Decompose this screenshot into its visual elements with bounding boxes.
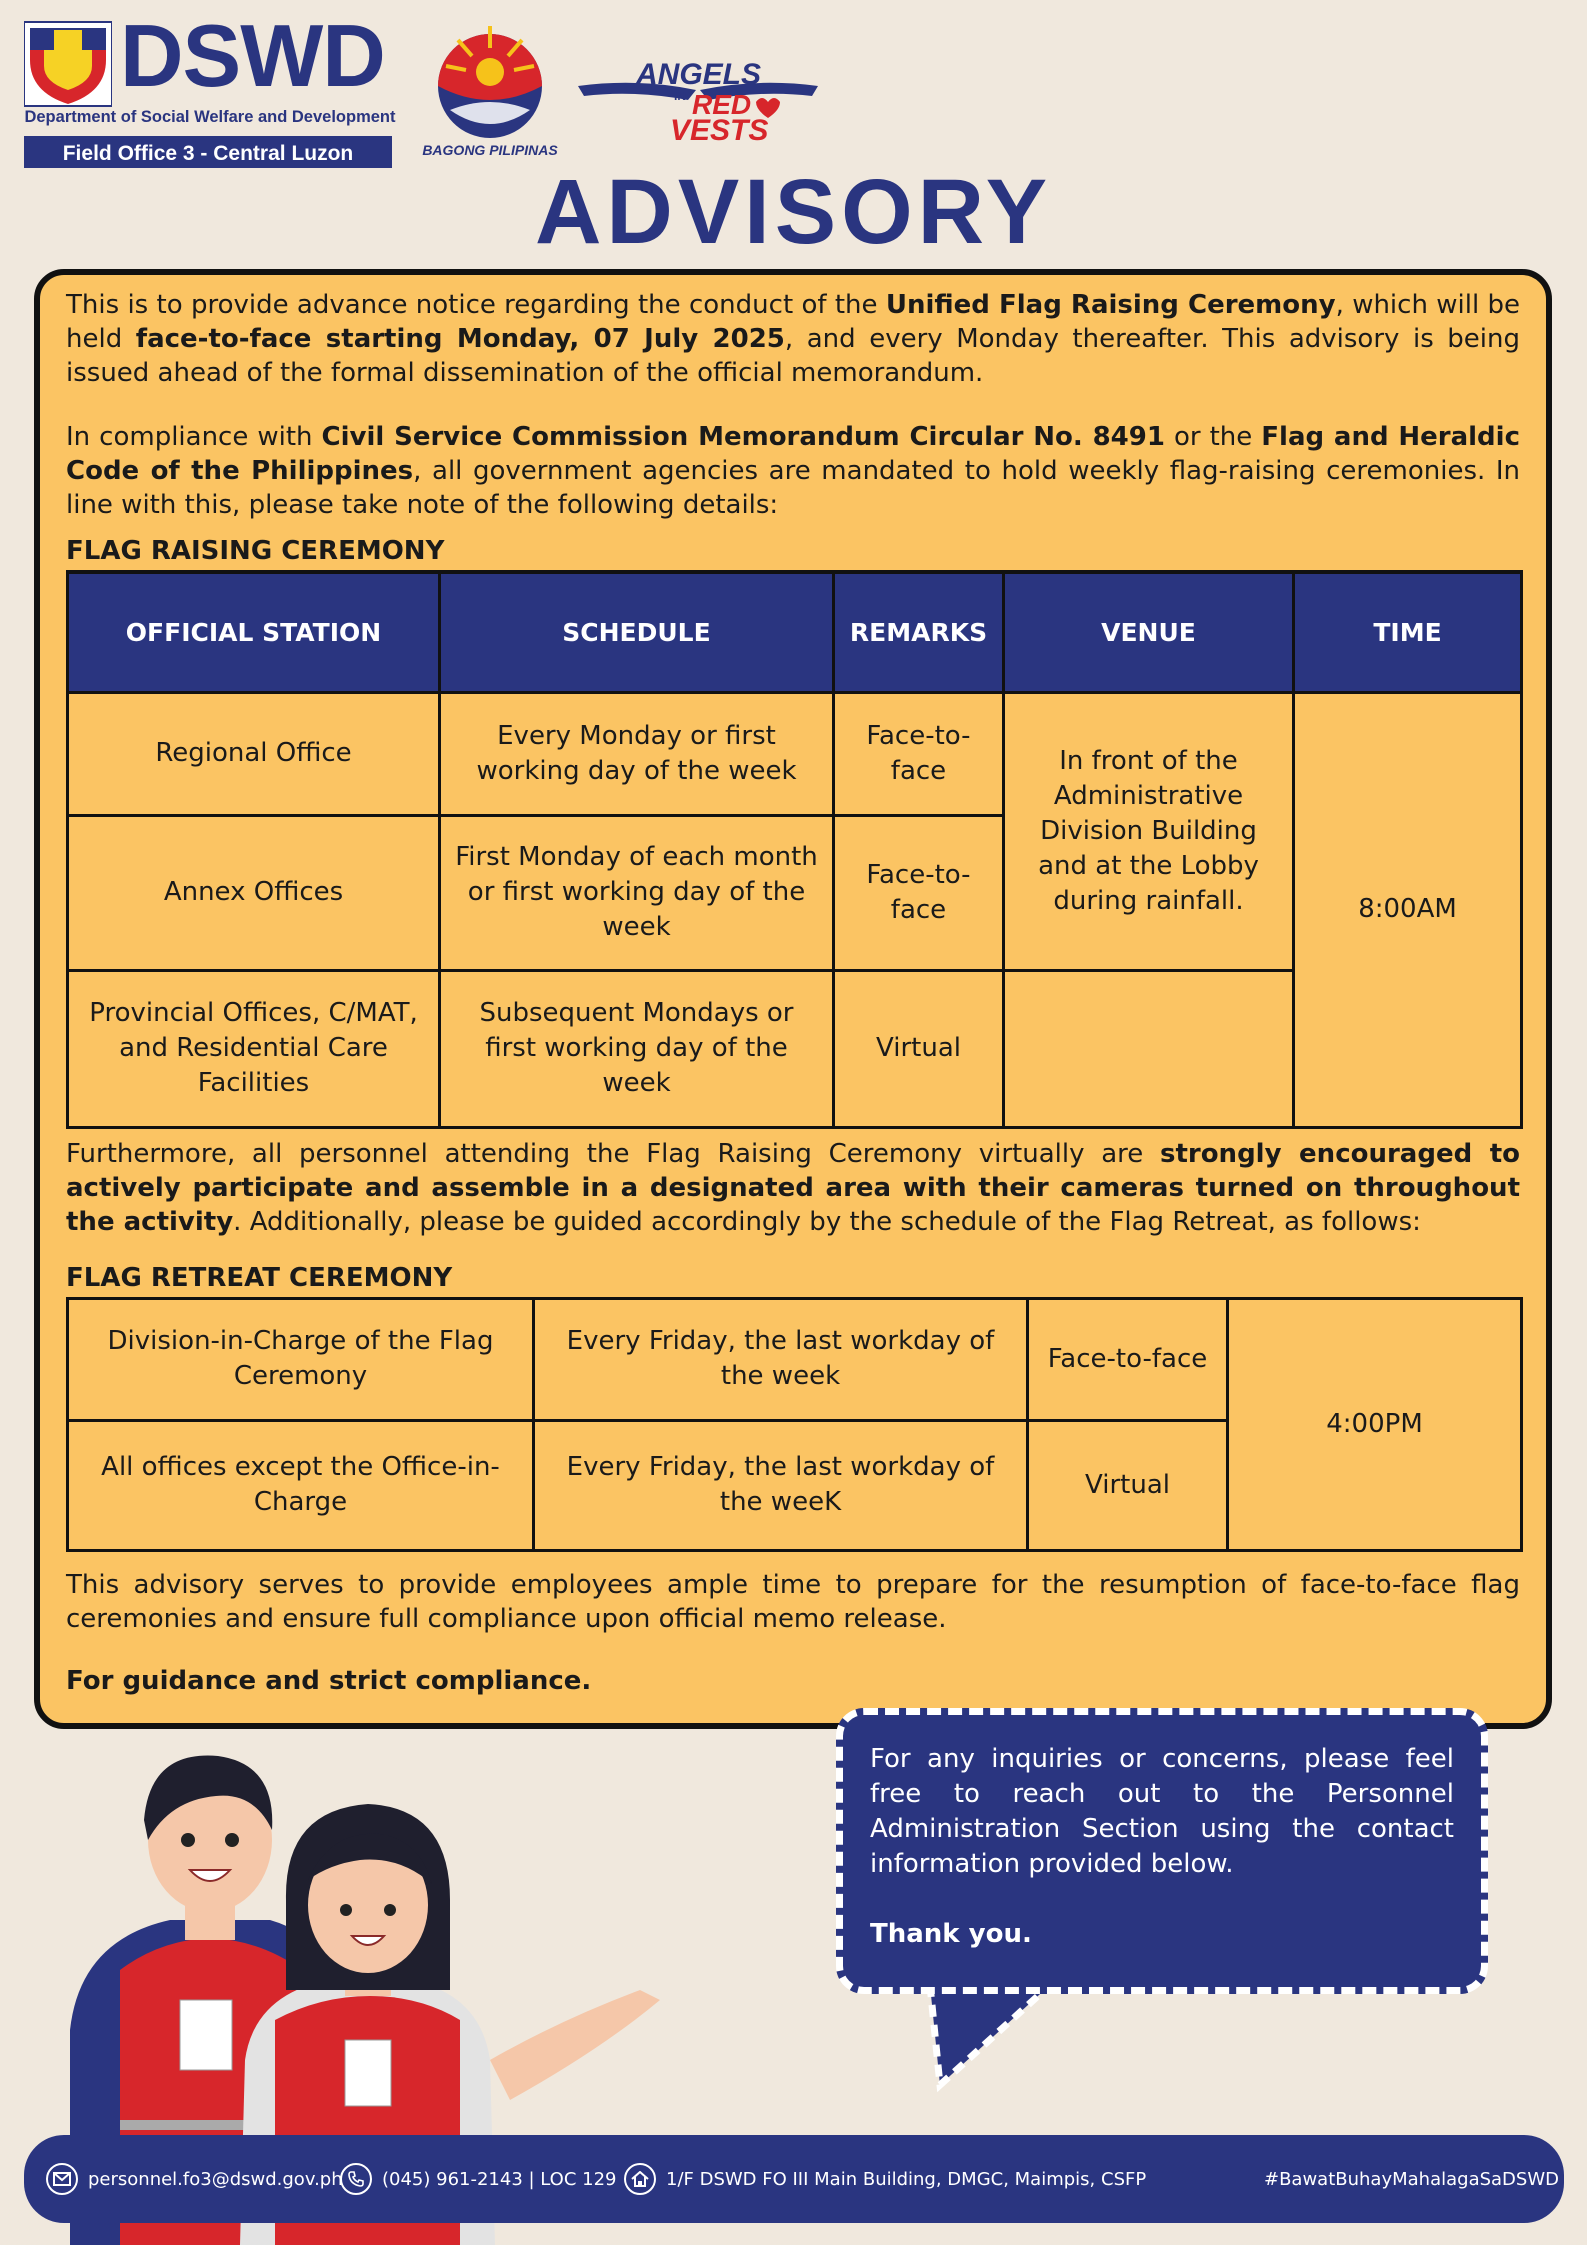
header-venue: VENUE [1004, 572, 1294, 692]
footer-hashtag [1264, 2135, 1559, 2223]
advisory-title: ADVISORY [534, 161, 1053, 263]
field-office-label: Field Office 3 - Central Luzon [24, 136, 392, 168]
header-remarks: REMARKS [834, 572, 1004, 692]
dswd-department-name: Department of Social Welfare and Development [24, 108, 396, 126]
thank-you-text: Thank you. [870, 1919, 1032, 1949]
flag-raising-table [66, 570, 1523, 1129]
station-cell: Provincial Offices, C/MAT, and Residential Care Facilities [68, 970, 440, 1127]
remarks-cell: Virtual [834, 970, 1004, 1127]
time-cell: 4:00PM [1228, 1298, 1522, 1550]
station-cell: All offices except the Office-in-Charge [68, 1420, 534, 1550]
schedule-cell: Every Monday or first working day of the week [440, 692, 834, 815]
intro-paragraph-1: This is to provide advance notice regarding the conduct of the Unified Flag Raising Ceremony, which will be held face-to-face starting Monday, 07 July 2025, and every Monday thereafter. This advisory is being issued ahead of the formal dissemination of the official memorandum. [66, 290, 1521, 388]
schedule-cell: Subsequent Mondays or first working day of the week [440, 970, 834, 1127]
svg-text:ANGELS: ANGELS [636, 58, 762, 91]
address-text: 1/F DSWD FO III Main Building, DMGC, Maimpis, CSFP [666, 2168, 1147, 2190]
schedule-cell: Every Friday, the last workday of the week [534, 1298, 1028, 1420]
footer-address [624, 2135, 1146, 2223]
footer-email[interactable] [46, 2135, 343, 2223]
bubble-tail [900, 1985, 1060, 2095]
remarks-cell: Face-to-face [834, 815, 1004, 970]
contact-footer [24, 2135, 1564, 2223]
schedule-cell: First Monday of each month or first working day of the week [440, 815, 834, 970]
intro-paragraph-2: In compliance with Civil Service Commission Memorandum Circular No. 8491 or the Flag and Heraldic Code of the Philippines, all government agencies are mandated to hold weekly flag-raising ceremonies. In line with this, please take note of the following details: [66, 422, 1520, 520]
home-icon [624, 2163, 656, 2195]
dswd-flag-icon [24, 20, 112, 108]
email-text: personnel.fo3@dswd.gov.ph [88, 2168, 343, 2190]
venue-empty-cell [1004, 970, 1294, 1127]
middle-paragraph: Furthermore, all personnel attending the Flag Raising Ceremony virtually are strongly encouraged to actively participate and assemble in a designated area with their cameras turned on throughout the activity. Additionally, please be guided accordingly by the schedule of the Flag Retreat, as follows: [66, 1138, 1520, 1237]
schedule-cell: Every Friday, the last workday of the weeK [534, 1420, 1028, 1550]
flag-retreat-table [66, 1297, 1523, 1552]
advisory-content [66, 288, 1520, 1698]
table-row [68, 1298, 1522, 1420]
table-row [68, 692, 1522, 815]
inquiry-text [870, 1742, 1454, 1952]
bagong-pilipinas-emblem-icon [410, 14, 570, 142]
station-cell: Annex Offices [68, 815, 440, 970]
remarks-cell: Virtual [1028, 1420, 1228, 1550]
header-official-station: OFFICIAL STATION [68, 572, 440, 692]
svg-text:IN: IN [674, 89, 686, 103]
time-cell: 8:00AM [1294, 692, 1522, 1127]
phone-text: (045) 961-2143 | LOC 129 [382, 2168, 617, 2190]
dswd-logo [24, 6, 396, 172]
angels-in-red-vests-logo [578, 56, 818, 146]
mail-icon [46, 2163, 78, 2195]
hashtag-text: #BawatBuhayMahalagaSaDSWD [1264, 2168, 1560, 2190]
station-cell: Division-in-Charge of the Flag Ceremony [68, 1298, 534, 1420]
bagong-pilipinas-logo [410, 14, 570, 164]
header-schedule: SCHEDULE [440, 572, 834, 692]
svg-text:VESTS: VESTS [670, 114, 769, 146]
inquiry-message: For any inquiries or concerns, please feel free to reach out to the Personnel Administration Section using the contact information provided below. [870, 1744, 1454, 1879]
header-time: TIME [1294, 572, 1522, 692]
phone-icon [340, 2163, 372, 2195]
remarks-cell: Face-to-face [834, 692, 1004, 815]
closing-compliance: For guidance and strict compliance. [66, 1665, 592, 1696]
remarks-cell: Face-to-face [1028, 1298, 1228, 1420]
dswd-wordmark: DSWD [120, 6, 385, 105]
venue-cell: In front of the Administrative Division Building and at the Lobby during rainfall. [1004, 692, 1294, 970]
station-cell: Regional Office [68, 692, 440, 815]
flag-retreat-title: FLAG RETREAT CEREMONY [66, 1262, 453, 1293]
footer-phone[interactable] [340, 2135, 617, 2223]
svg-text:RED: RED [692, 89, 752, 120]
bagong-pilipinas-text: BAGONG PILIPINAS [422, 142, 558, 158]
closing-paragraph: This advisory serves to provide employees ample time to prepare for the resumption of face-to-face flag ceremonies and ensure full compliance upon official memo release. [66, 1569, 1520, 1634]
flag-raising-title: FLAG RAISING CEREMONY [66, 536, 445, 566]
table-header-row [68, 572, 1522, 692]
